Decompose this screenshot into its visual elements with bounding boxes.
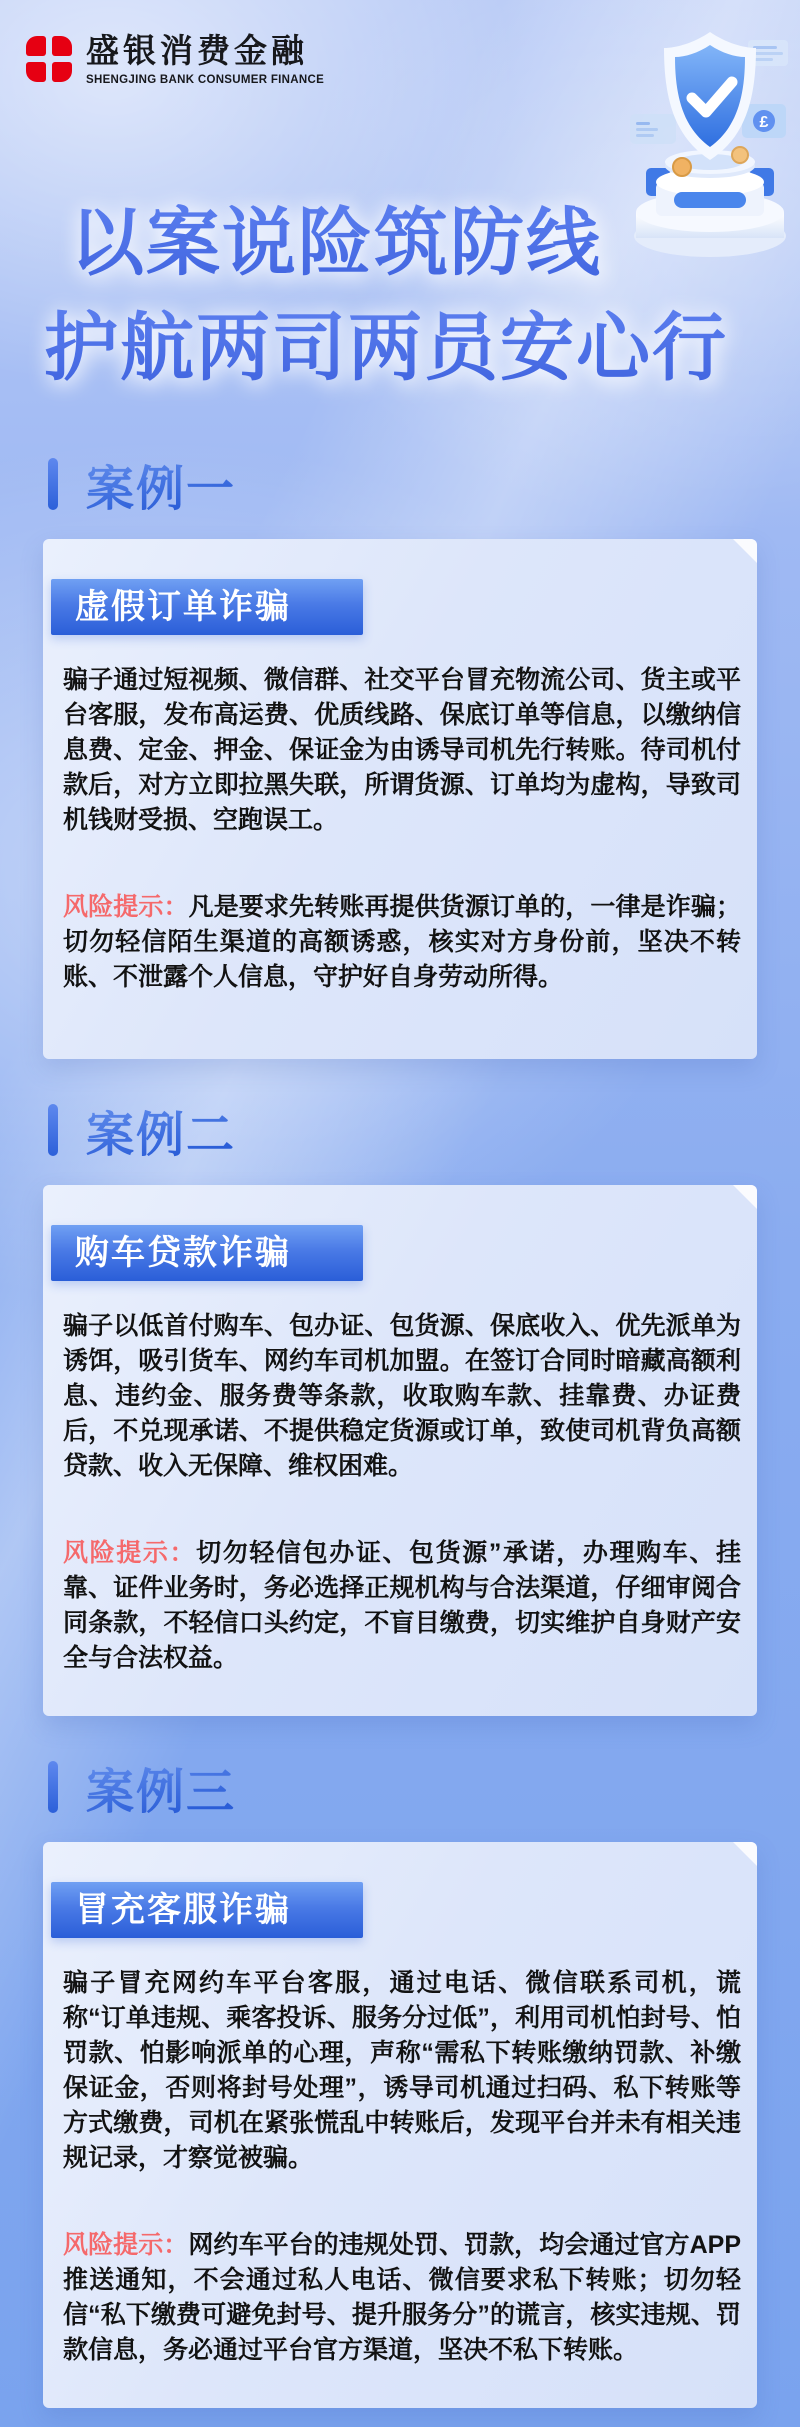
section-title: 案例三 [86,1753,236,1822]
brand-name-cn: 盛银消费金融 [86,32,308,69]
hero-title [0,196,800,395]
case2-card [43,1185,757,1716]
risk-label: 风险提示： [63,893,189,922]
section-title: 案例二 [86,1096,236,1165]
hero-title-line1: 以案说险筑防线 [0,196,800,291]
section-accent-bar [48,1104,58,1156]
risk-text: 凡是要求先转账再提供货源订单的，一律是诈骗；切勿轻信陌生渠道的高额诱惑，核实对方身份前，坚决不转账、不泄露个人信息，守护好自身劳动所得。 [63,893,741,992]
logo-quadrant [52,36,72,56]
case3-body: 骗子冒充网约车平台客服，通过电话、微信联系司机，谎称“订单违规、乘客投诉、服务分过低”，利用司机怕封号、怕罚款、怕影响派单的心理，声称“需私下转账缴纳罚款、补缴保证金，否则将封号处理”，诱导司机通过扫码、私下转账等方式缴费，司机在紧张慌乱中转账后，发现平台并未有相关违规记录，才察觉被骗。 [63,1969,741,2173]
case3-risk [63,2228,741,2368]
risk-text: 网约车平台的违规处罚、罚款，均会通过官方APP推送通知，不会通过私人电话、微信要求私下转账；切勿轻信“私下缴费可避免封号、提升服务分”的谎言，核实违规、罚款信息，务必通过平台官方渠道，坚决不私下转账。 [63,2231,741,2365]
case1-badge: 虚假订单诈骗 [51,579,363,635]
brand-logo-icon [26,36,72,82]
case1-card [43,539,757,1059]
case1-risk [63,890,741,995]
logo-quadrant [26,62,46,82]
currency-symbol: £ [759,114,769,131]
section-accent-bar [48,458,58,510]
section-title: 案例一 [86,450,236,519]
section-accent-bar [48,1761,58,1813]
section-header-case2 [48,1099,800,1161]
currency-card [742,104,786,138]
case3-card [43,1842,757,2408]
case2-badge: 购车贷款诈骗 [51,1225,363,1281]
brand-name-block [86,30,324,86]
risk-label: 风险提示： [63,2231,189,2260]
case2-body: 骗子以低首付购车、包办证、包货源、保底收入、优先派单为诱饵，吸引货车、网约车司机加盟。在签订合同时暗藏高额利息、违约金、服务费等条款，收取购车款、挂靠费、办证费后，不兑现承诺、不提供稳定货源或订单，致使司机背负高额贷款、收入无保障、维权困难。 [63,1312,741,1481]
section-header-case3 [48,1756,800,1818]
case2-risk [63,1536,741,1676]
case1-body: 骗子通过短视频、微信群、社交平台冒充物流公司、货主或平台客服，发布高运费、优质线路、保底订单等信息，以缴纳信息费、定金、押金、保证金为由诱导司机先行转账。待司机付款后，对方立即拉黑失联，所谓货源、订单均为虚构，导致司机钱财受损、空跑误工。 [63,666,741,835]
floating-card-left [630,114,676,144]
risk-text: 切勿轻信包办证、包货源”承诺，办理购车、挂靠、证件业务时，务必选择正规机构与合法渠道，仔细审阅合同条款，不轻信口头约定，不盲目缴费，切实维护自身财产安全与合法权益。 [63,1539,741,1673]
case3-badge: 冒充客服诈骗 [51,1882,363,1938]
logo-quadrant [52,62,72,82]
shield-check-icon [664,32,756,160]
section-header-case1 [48,453,800,515]
brand-name-en: SHENGJING BANK CONSUMER FINANCE [86,73,325,86]
risk-label: 风险提示： [63,1539,197,1568]
logo-quadrant [26,36,46,56]
hero-title-line2: 护航两司两员安心行 [0,301,800,396]
